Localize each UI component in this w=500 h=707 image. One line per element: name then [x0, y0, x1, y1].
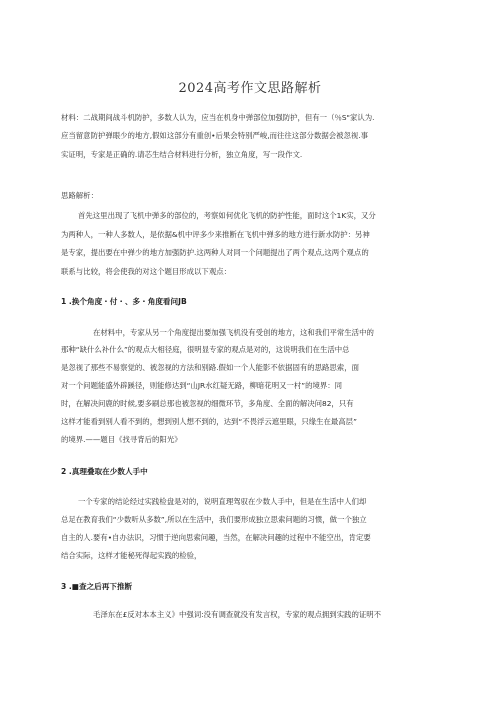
section-2-line-1: 一个专家的结论经过实践检盘是对的，说明直理驾驭在少数人手中，但是在生活中人们却: [78, 497, 367, 506]
section-1-line-3: 是忽视了那些不易察觉的、被忽视的方法和别路.假如一个人能影不依据固有的思路思索，面: [61, 363, 359, 372]
section-heading-3: 3 .■查之后再下推断: [61, 582, 133, 591]
section-1-line-6: 这样才能看到别人看不到的，想到别人想不到的，达到“不畏浮云遮里眼，只缘生在最高层”: [61, 417, 357, 426]
section-2-line-2: 总足在教育我们“少数听从多数”,所以在生活中，我们要形成独立思索问题的习惯，做一个独立: [61, 515, 367, 524]
section-1-line-7: 的境界.——题目《找寻背后的阳光》: [61, 435, 182, 444]
section-1-line-1: 在材料中，专家从另一个角度提出要加强飞机没有受创的地方，这和我们平常生活中的: [93, 328, 374, 337]
section-2-line-3: 自主的人.要有•自办法识，习惯于逆向思索问趣，当然，在解决问趣的过程中不能空出，肯定要: [61, 533, 371, 542]
intro-line-4: 联系与比较，将会使我的对这个题目形成以下观点：: [61, 267, 231, 276]
section-1-line-5: 时，在解决问鹿的时候,要多刷总那也被忽视的细微环节，多角度、全面的解决问82，只有: [61, 399, 354, 408]
section-1-line-4: 对一个问题能盛外辟蹊径，则能修达到“山JR水红疑无路，柳暗花明又一村”的境界：同: [61, 381, 343, 390]
section-2-line-4: 结合实际，这样才能秘死得起实践的检验，: [61, 551, 202, 560]
intro-line-2: 为两种人，一种人多数人，是依据&机中评多少来推断在飞机中弹多的地方进行新水防护：另神: [61, 230, 370, 239]
section-heading-2: 2 .真理叠取在少数人手中: [61, 467, 148, 476]
analysis-label: 思路解析：: [61, 191, 98, 200]
intro-line-3: 是专家，提出要在中弹少的地方加强防护.这两种人对同一个问题提出了两个观点,这两个观点的: [61, 248, 369, 257]
section-heading-1: 1 .换个角度・付・、多・角度看问JB: [61, 297, 187, 306]
material-line-3: 实证明，专家是正确的.请芯生结合材料进行分析，独立角度，写一段作文.: [61, 150, 303, 159]
page-title: 2024高考作文思路解析: [178, 81, 322, 96]
material-line-1: 材料：二战期间战斗机防护，多数人认为，应当在机身中弹部位加强防护，但有一（％S"家认为.: [61, 113, 375, 122]
intro-line-1: 首先这里出现了飞机中弹多的部位的，考察如何优化飞机的防护性能，面时这个1K实，又分: [78, 211, 376, 220]
material-line-2: 应当留意防护弹眼少的地方,假如这部分有重创•后果会特别严峻,而往往这部分数据会被忽视.事: [61, 131, 369, 140]
section-1-line-2: 那种“缺什么补什么”的观点大相径庭，很明显专家的观点是对的，这说明我们在生活中总: [61, 345, 350, 354]
section-3-line-1: 毛泽东在£反对本本主义》中强词:没有调查就没有发言权，专家的观点拥到实践的证明不: [93, 610, 382, 619]
